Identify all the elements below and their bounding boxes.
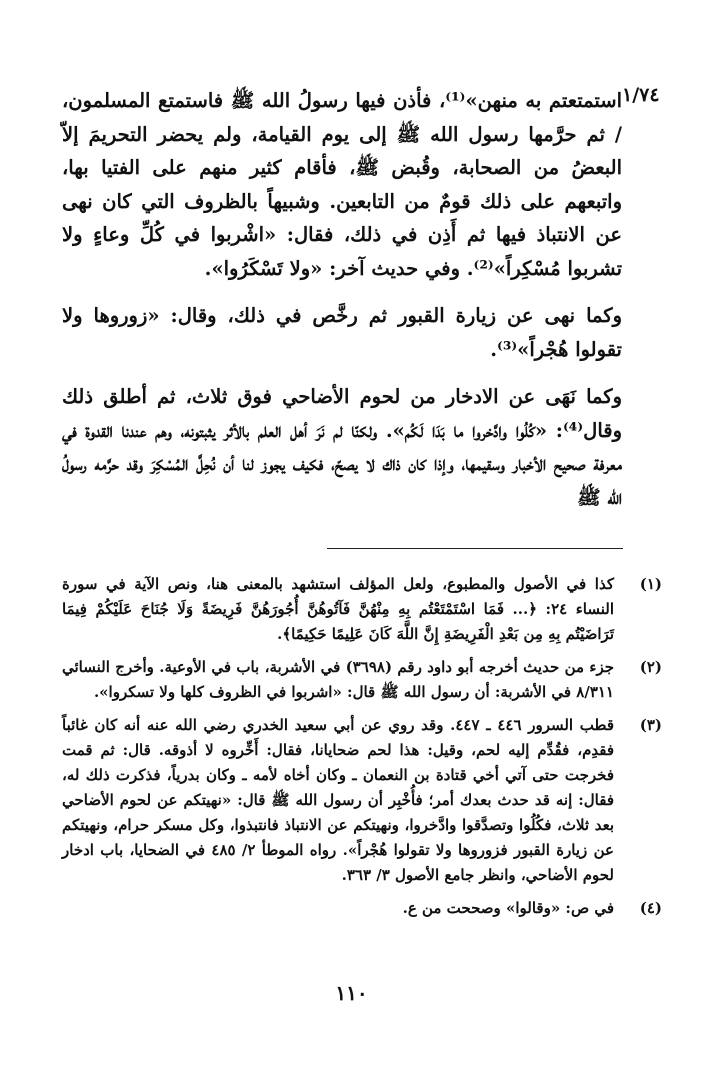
page-number: ١١٠ [335,981,368,1005]
footnote-3 [62,713,662,888]
margin-reference: ١/٧٤ [622,84,660,106]
footnote-4 [62,896,662,921]
main-text [62,84,622,514]
footnote-separator [327,548,623,549]
paragraph-3: وكما نَهَى عن الادخار من لحوم الأضاحي فوق ثلاث، ثم أطلق ذلك وقال⁽⁴⁾: «كُلُوا وادَّخروا ما بَدَا لَكُم». ولكنّا لم نَرَ أهل العلم بالأثر يثبتونه، وهم عندنا القدوة في معرفة صحيح الأخبار وسقيمها، وإذا كان ذاك لا يصحّ، فكيف يجوز لنا أن نُحِلَّ المُسْكِرَ وقد حرَّمه رسولُ الله ﷺ [62,385,622,509]
footnote-number: (١) [639,575,662,593]
footnote-text: قطب السرور ٤٤٦ ـ ٤٤٧. وقد روي عن أبي سعيد الخدري رضي الله عنه أنه كان غائباً فقدِم، فقُدِّم إليه لحم، وقيل: هذا لحم ضحايانا، فقال: أَخِّروه لا أذوقه. قال: ثم قمت فخرجت حتى آتي أخي قتادة بن النعمان ـ وكان أخاه لأمه ـ وكان بدرياً، فذكرت ذلك له، فقال: إنه قد حدث بعدك أمر؛ فأُخْبِر أن رسول الله ﷺ قال: «نهيتكم عن لحوم الأضاحي بعد ثلاث، فكُلُوا وتصدَّقوا وادَّخروا، ونهيتكم عن الانتباذ فانتبذوا، وكل مسكر حرام، ونهيتكم عن زيارة القبور فزوروها ولا تقولوا هُجْراً». رواه الموطأ ٢/ ٤٨٥ في الضحايا، باب ادخار لحوم الأضاحي، وانظر جامع الأصول ٣/ ٣٦٣. [62,716,614,884]
footnote-text: في ص: «وقالوا» وصححت من ع. [402,899,614,917]
footnote-number: (٢) [639,658,662,676]
footnote-number: (٣) [639,716,662,734]
footnote-2 [62,655,662,705]
footnote-text: كذا في الأصول والمطبوع، ولعل المؤلف استشهد بالمعنى هنا، ونص الآية في سورة النساء ٢٤: ﴿... فَمَا اسْتَمْتَعْتُم بِهِ مِنْهُنَّ فَآتُوهُنَّ أُجُورَهُنَّ فَرِيضَةً وَلَا جُنَاحَ عَلَيْكُمْ فِيمَا تَرَاضَيْتُم بِهِ مِن بَعْدِ الْفَرِيضَةِ إِنَّ اللَّهَ كَانَ عَلِيمًا حَكِيمًا﴾. [62,575,614,643]
paragraph-1: استمتعتم به منهن»⁽¹⁾، فأذن فيها رسولُ الله ﷺ فاستمتع المسلمون، / ثم حرَّمها رسول الله ﷺ إلى يوم القيامة، ولم يحضر التحريمَ إلاّ البعضُ من الصحابة، وقُبض ﷺ، فأقام كثير منهم على الفتيا بها، واتبعهم على ذلك قومٌ من التابعين. وشبيهاً بالظروف التي كان نهى عن الانتباذ فيها ثم أَذِن في ذلك، فقال: «اشْربوا في كُلِّ وعاءٍ ولا تشربوا مُسْكِراً»⁽²⁾. وفي حديث آخر: «ولا تَسْكَرُوا». [62,89,622,280]
footnote-1 [62,572,662,647]
footnote-number: (٤) [639,899,662,917]
footnote-text: جزء من حديث أخرجه أبو داود رقم (٣٦٩٨) في الأشربة، باب في الأوعية. وأخرج النسائي ٨/٣١١ في الأشربة: أن رسول الله ﷺ قال: «اشربوا في الظروف كلها ولا تسكروا». [62,658,615,701]
footnotes [62,572,662,929]
paragraph-2: وكما نهى عن زيارة القبور ثم رخَّص في ذلك، وقال: «زوروها ولا تقولوا هُجْراً»⁽³⁾. [62,304,622,361]
